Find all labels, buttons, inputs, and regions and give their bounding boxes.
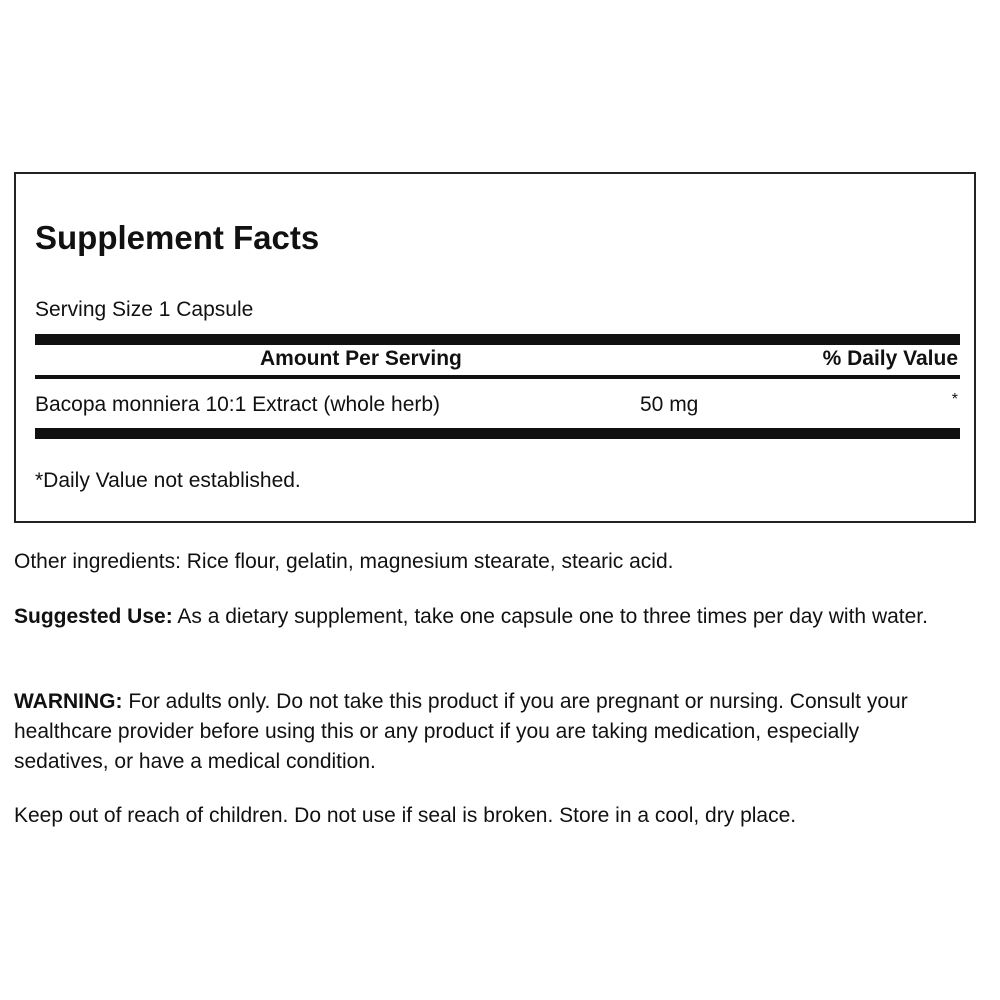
other-ingredients: Other ingredients: Rice flour, gelatin, magnesium stearate, stearic acid.	[14, 550, 674, 573]
suggested-use-label: Suggested Use:	[14, 605, 173, 628]
warning-text: For adults only. Do not take this product if you are pregnant or nursing. Consult your healthcare provider before using this or any product if you are taking medication, especially sedatives, or have a medical condition.	[14, 690, 908, 773]
header-amount-per-serving: Amount Per Serving	[260, 347, 462, 370]
ingredient-dv: *	[951, 391, 958, 408]
suggested-use	[14, 602, 984, 632]
warning-label: WARNING:	[14, 690, 123, 713]
storage-note: Keep out of reach of children. Do not use if seal is broken. Store in a cool, dry place.	[14, 804, 797, 827]
header-daily-value: % Daily Value	[822, 347, 958, 370]
panel-title: Supplement Facts	[35, 219, 320, 256]
ingredient-amount: 50 mg	[640, 393, 699, 416]
supplement-facts-panel	[14, 172, 976, 523]
ingredient-name: Bacopa monniera 10:1 Extract (whole herb)	[35, 393, 441, 416]
suggested-use-text: As a dietary supplement, take one capsule one to three times per day with water.	[172, 605, 928, 628]
thick-divider	[35, 334, 960, 345]
thick-divider	[35, 428, 960, 439]
warning	[14, 687, 914, 777]
serving-size: Serving Size 1 Capsule	[35, 298, 254, 321]
thin-divider	[35, 375, 960, 379]
footnote: *Daily Value not established.	[35, 469, 301, 492]
